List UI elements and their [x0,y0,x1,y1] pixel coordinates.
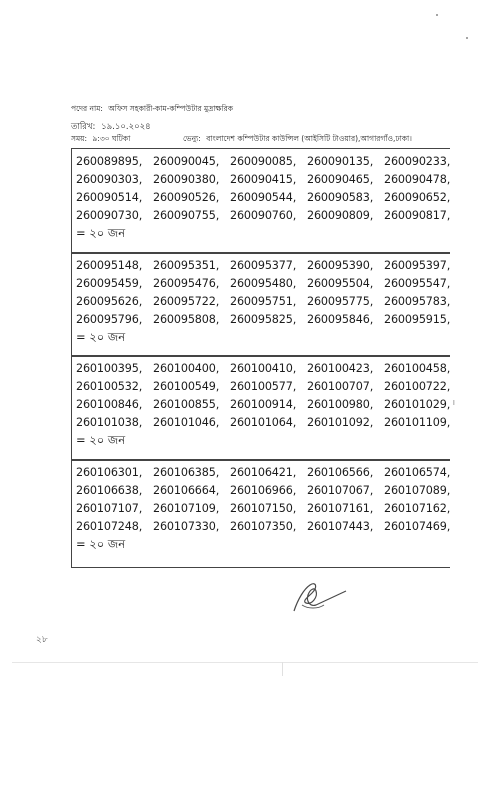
roll-number: 260107443, [307,520,374,533]
signature-image [288,575,350,617]
roll-number: 260095377, [230,259,297,272]
roll-number: 260090045, [153,155,220,168]
roll-number: 260095846, [307,313,374,326]
roll-number: 260100914, [230,398,297,411]
roll-group [71,355,450,461]
roll-number: 260100980, [307,398,374,411]
group-total: = ২০ জন [76,433,126,447]
roll-number: 260090817, [384,209,451,222]
roll-number: 260095476, [153,277,220,290]
roll-number: 260095751, [230,295,297,308]
roll-number: 260107330, [153,520,220,533]
roll-number: 260095783, [384,295,451,308]
roll-number: 260107162, [384,502,451,515]
roll-number: 260100722, [384,380,451,393]
roll-number: 260107107, [76,502,143,515]
roll-number: 260100549, [153,380,220,393]
roll-number: 260107067, [307,484,374,497]
roll-number: 260090135, [307,155,374,168]
roll-number: 260107161, [307,502,374,515]
date-label: তারিখ: [71,122,96,132]
roll-number: 260095547, [384,277,451,290]
roll-number: 260107109, [153,502,220,515]
date-line [71,120,151,134]
roll-number: 260106301, [76,466,143,479]
roll-grid [72,149,450,223]
roll-number: 260095796, [76,313,143,326]
roll-number: 260100395, [76,362,143,375]
roll-number: 260107248, [76,520,143,533]
roll-number: 260095808, [153,313,220,326]
roll-number: 260100400, [153,362,220,375]
scan-speck [466,37,468,39]
roll-number: 260106385, [153,466,220,479]
roll-number: 260100855, [153,398,220,411]
page-number: ২৮ [36,635,48,645]
roll-number: 260090760, [230,209,297,222]
roll-number: 260107350, [230,520,297,533]
roll-number: 260101092, [307,416,374,429]
roll-number: 260106966, [230,484,297,497]
roll-number: 260106566, [307,466,374,479]
time-label: সময়: [71,134,88,143]
roll-number: 260090514, [76,191,143,204]
post-name-label: পদের নাম: [71,104,103,113]
roll-number: 260095390, [307,259,374,272]
post-name-value: অফিস সহকারী-কাম-কম্পিউটার মুদ্রাক্ষরিক [108,104,233,113]
roll-number: 260095351, [153,259,220,272]
roll-group [71,148,450,254]
roll-number: 260095722, [153,295,220,308]
roll-number: 260090809, [307,209,374,222]
roll-number: 260090303, [76,173,143,186]
roll-number: 260106574, [384,466,451,479]
time-line [71,134,130,146]
post-name-line [71,104,233,116]
group-total: = ২০ জন [76,226,126,240]
roll-number: 260090526, [153,191,220,204]
roll-number: 260095626, [76,295,143,308]
roll-number: 260101064, [230,416,297,429]
roll-number: 260100532, [76,380,143,393]
roll-number: 260100707, [307,380,374,393]
roll-number: 260095775, [307,295,374,308]
roll-group [71,252,450,357]
side-mark: । [452,398,456,407]
roll-number: 260090415, [230,173,297,186]
roll-number: 260090085, [230,155,297,168]
roll-number: 260106664, [153,484,220,497]
group-total: = ২০ জন [76,537,126,551]
scan-speck [436,14,438,16]
roll-grid [72,253,450,327]
roll-number: 260090544, [230,191,297,204]
roll-group [71,459,450,568]
roll-number: 260090755, [153,209,220,222]
venue-value: বাংলাদেশ কম্পিউটার কাউন্সিল (আইসিটি টাওয়ার),আগারগাঁও,ঢাকা। [206,134,412,143]
roll-number: 260095915, [384,313,451,326]
roll-number: 260095148, [76,259,143,272]
date-value: ১৯.১০.২০২৪ [101,122,151,132]
roll-number: 260101038, [76,416,143,429]
roll-number: 260090583, [307,191,374,204]
roll-number: 260090380, [153,173,220,186]
time-value: ৯:৩০ ঘটিকা [92,134,131,143]
footer-divider [12,662,478,663]
roll-grid [72,460,450,534]
roll-number: 260095480, [230,277,297,290]
roll-number: 260101109, [384,416,451,429]
venue-line [183,134,412,146]
roll-number: 260100410, [230,362,297,375]
roll-number: 260095459, [76,277,143,290]
roll-number: 260090730, [76,209,143,222]
roll-number: 260090465, [307,173,374,186]
roll-number: 260090652, [384,191,451,204]
group-total: = ২০ জন [76,330,126,344]
roll-number: 260107469, [384,520,451,533]
venue-label: ভেন্যু: [183,134,201,143]
roll-number: 260107089, [384,484,451,497]
roll-number: 260101046, [153,416,220,429]
roll-grid [72,356,450,430]
roll-number: 260090233, [384,155,451,168]
roll-number: 260100846, [76,398,143,411]
roll-number: 260100458, [384,362,451,375]
footer-divider-tick [282,662,283,676]
roll-number: 260095504, [307,277,374,290]
roll-number: 260107150, [230,502,297,515]
roll-number: 260090478, [384,173,451,186]
roll-number: 260095397, [384,259,451,272]
roll-number: 260106421, [230,466,297,479]
roll-number: 260089895, [76,155,143,168]
roll-number: 260100577, [230,380,297,393]
roll-number: 260106638, [76,484,143,497]
roll-number: 260101029, [384,398,451,411]
roll-number: 260095825, [230,313,297,326]
roll-number: 260100423, [307,362,374,375]
